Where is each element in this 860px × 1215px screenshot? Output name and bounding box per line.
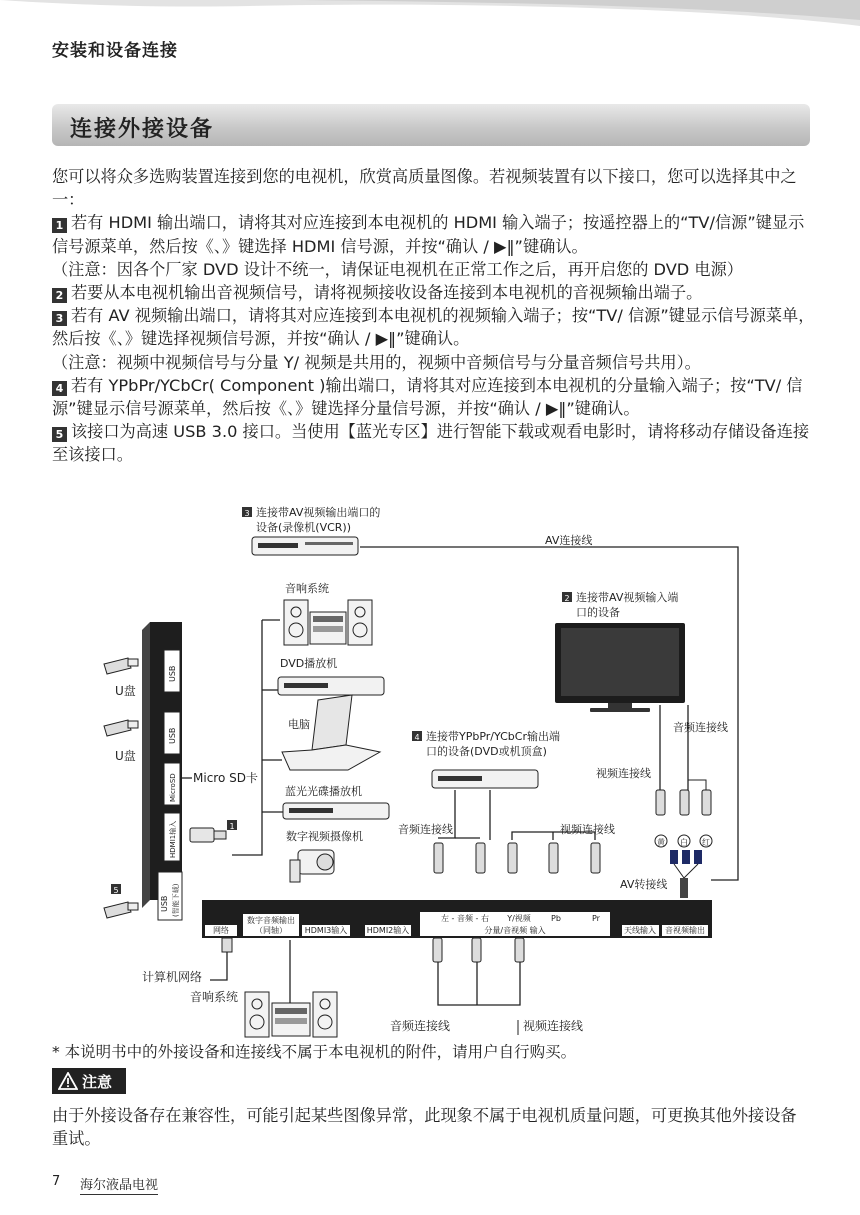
camcorder-label: 数字视频摄像机 xyxy=(286,830,363,843)
audio-system-label: 音响系统 xyxy=(285,582,329,595)
component-audio-cable-label: 音频连接线 xyxy=(398,823,453,836)
page-title-bar xyxy=(52,104,810,146)
pr-label: Pr xyxy=(592,914,600,923)
hdmi-plug xyxy=(190,828,226,842)
number-badge: 4 xyxy=(52,381,67,396)
digital-audio-label: 数字音频输出 xyxy=(247,916,295,925)
computer-label: 电脑 xyxy=(288,718,310,731)
bluray-label: 蓝光光碟播放机 xyxy=(285,785,362,798)
tv-label-line-1: 连接带AV视频输入端 xyxy=(576,591,679,604)
vcr-label-line-2: 设备(录像机(VCR)) xyxy=(256,521,352,534)
number-badge: 5 xyxy=(52,427,67,442)
laptop-device xyxy=(282,695,380,770)
av-adapter-label: AV转接线 xyxy=(620,878,668,891)
vcr-device xyxy=(252,537,358,555)
component-input-label: 分量/音视频 输入 xyxy=(484,926,546,935)
bottom-audio-system-device xyxy=(245,940,337,1037)
antenna-port-label: 天线输入 xyxy=(624,926,656,935)
number-badge: 2 xyxy=(52,288,67,303)
header-swoosh xyxy=(0,0,860,40)
udisk-label-1: U盘 xyxy=(115,684,136,698)
tv-number: 2 xyxy=(564,594,570,603)
usb-port-2: USB xyxy=(168,727,177,744)
brand-footer: 海尔液晶电视 xyxy=(80,1174,158,1195)
instruction-text: 若要从本电视机输出音视频信号，请将视频接收设备连接到本电视机的音视频输出端子。 xyxy=(71,283,703,303)
footnote: * 本说明书中的外接设备和连接线不属于本电视机的附件，请用户自行购买。 xyxy=(52,1043,577,1061)
number-badge: 3 xyxy=(52,311,67,326)
caution-label: 注意 xyxy=(82,1073,113,1091)
bottom-audio-cable-label: 音频连接线 xyxy=(390,1019,451,1033)
udisk-label-2: U盘 xyxy=(115,749,136,763)
av-output-port-label: 音视频输出 xyxy=(665,926,705,935)
component-device xyxy=(432,770,538,788)
bottom-rca-plugs xyxy=(433,938,524,962)
vcr-label-line-1: 连接带AV视频输出端口的 xyxy=(256,506,381,519)
instruction-item-2 xyxy=(52,281,817,304)
white-label: 白 xyxy=(680,838,688,847)
usb-stick-1 xyxy=(104,658,138,674)
audio-lr-label: 左 - 音频 - 右 xyxy=(441,914,489,923)
network-plug xyxy=(222,938,232,952)
pc-network-label: 计算机网络 xyxy=(142,970,203,984)
device-bracket xyxy=(232,620,262,855)
caution-badge xyxy=(52,1068,126,1094)
intro-paragraph: 您可以将众多选购装置连接到您的电视机，欣赏高质量图像。若视频装置有以下接口，您可以选择其中之一： xyxy=(52,167,797,210)
instruction-item-1 xyxy=(52,211,817,257)
usb3-port-label: USB xyxy=(160,895,169,912)
dvd-player-label: DVD播放机 xyxy=(280,657,338,670)
pb-label: Pb xyxy=(551,914,561,923)
usb-stick-2 xyxy=(104,720,138,736)
hdmi1-port: HDMI1输入 xyxy=(169,820,177,858)
tv-rca-plugs xyxy=(656,780,711,815)
hdmi3-port-label: HDMI3输入 xyxy=(304,926,348,935)
caution-text: 由于外接设备存在兼容性，可能引起某些图像异常，此现象不属于电视机质量问题，可更换其他外接设备重试。 xyxy=(52,1106,797,1149)
instruction-note-1: （注意：因各个厂家 DVD 设计不统一，请保证电视机在正常工作之后，再开启您的 DVD 电源） xyxy=(52,259,743,279)
component-rca-plugs xyxy=(434,843,600,873)
dvd-player-device xyxy=(278,677,384,695)
tv-audio-cable-label: 音频连接线 xyxy=(673,721,728,734)
av-adapter-plugs xyxy=(670,850,702,898)
bottom-video-cable-label: 视频连接线 xyxy=(523,1019,584,1033)
usb3-number: 5 xyxy=(113,886,119,895)
network-port-label: 网络 xyxy=(213,926,229,935)
tv-label-line-2: 口的设备 xyxy=(576,606,620,619)
bottom-audio-system-label: 音响系统 xyxy=(190,990,239,1004)
instruction-note-2: （注意：视频中视频信号与分量 Y/ 视频是共用的，视频中音频信号与分量音频信号共用）。 xyxy=(52,352,701,372)
red-label: 红 xyxy=(702,838,710,847)
hdmi2-port-label: HDMI2输入 xyxy=(366,926,410,935)
instruction-text: 若有 AV 视频输出端口，请将其对应连接到本电视机的视频输入端子；按“TV/ 信源”键显示信号源菜单，然后按《、》键选择视频信号源，并按“确认 / ▶‖”键确认。 xyxy=(52,306,815,349)
component-label-line-2: 口的设备(DVD或机顶盒) xyxy=(426,745,547,758)
microsd-port: MicroSD xyxy=(169,773,177,802)
section-header: 安装和设备连接 xyxy=(52,41,178,61)
instruction-item-5 xyxy=(52,420,817,466)
page-title: 连接外接设备 xyxy=(70,117,215,142)
audio-system-device xyxy=(284,600,372,645)
y-video-label: Y/视频 xyxy=(507,914,531,923)
page-number: 7 xyxy=(52,1174,61,1189)
vcr-number: 3 xyxy=(244,509,250,518)
usb-port-1: USB xyxy=(168,665,177,682)
component-label-line-1: 连接带YPbPr/YCbCr输出端 xyxy=(426,730,560,743)
instruction-item-3 xyxy=(52,304,817,350)
yellow-label: 黄 xyxy=(657,838,665,847)
av-cable-label: AV连接线 xyxy=(545,534,593,547)
microsd-card-label: Micro SD卡 xyxy=(193,771,258,785)
instruction-text: 若有 HDMI 输出端口，请将其对应连接到本电视机的 HDMI 输入端子；按遥控器上的“TV/信源”键显示信号源菜单，然后按《、》键选择 HDMI 信号源，并按“确认 / ▶‖”键确认。 xyxy=(52,213,805,256)
digital-audio-sublabel: （同轴） xyxy=(255,926,287,935)
instruction-text: 该接口为高速 USB 3.0 接口。当使用【蓝光专区】进行智能下载或观看电影时，请将移动存储设备连接至该接口。 xyxy=(52,422,810,465)
warning-icon xyxy=(58,1072,78,1090)
component-number: 4 xyxy=(414,733,420,742)
camcorder-device xyxy=(290,850,334,882)
number-badge: 1 xyxy=(52,218,67,233)
usb-stick-3 xyxy=(104,902,138,918)
body-text xyxy=(52,165,817,467)
instruction-text: 若有 YPbPr/YCbCr( Component )输出端口，请将其对应连接到本电视机的分量输入端子；按“TV/ 信源”键显示信号源菜单，然后按《、》键选择分量信号源，并按“确认 / ▶‖”键确认。 xyxy=(52,375,803,419)
tv-video-cable-label: 视频连接线 xyxy=(596,767,651,780)
component-video-cable-label: 视频连接线 xyxy=(560,823,615,836)
bluray-device xyxy=(283,803,389,819)
instruction-item-4 xyxy=(52,374,817,420)
hdmi-number: 1 xyxy=(229,822,235,831)
tv-device xyxy=(555,623,685,712)
usb3-port-sublabel: (智能下载) xyxy=(172,883,180,917)
connection-diagram xyxy=(0,495,860,1040)
